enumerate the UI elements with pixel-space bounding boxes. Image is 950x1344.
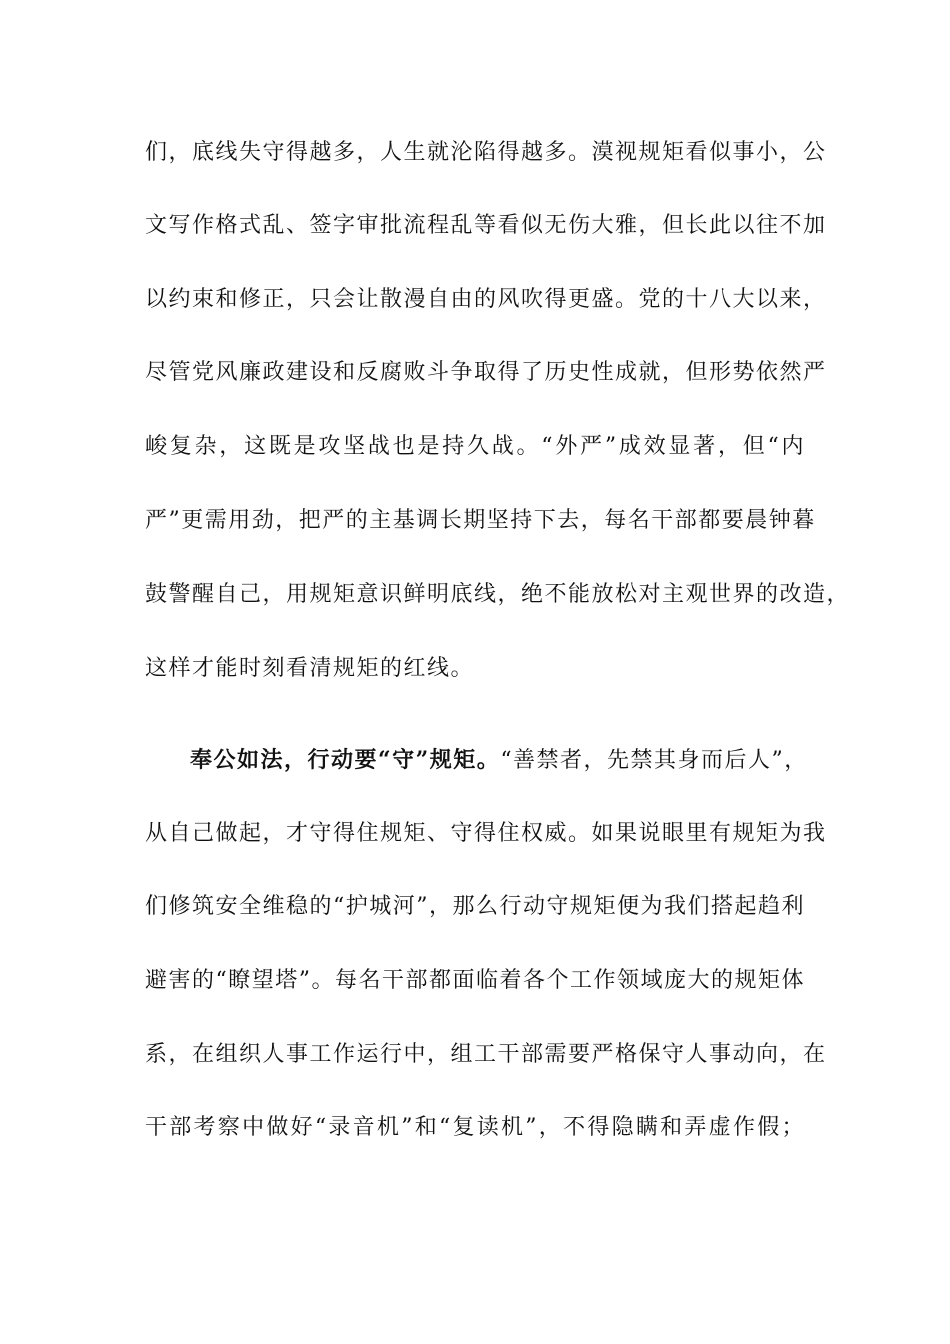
text-line: 系，在组织人事工作运行中，组工干部需要严格保守人事动向，在 <box>145 1042 827 1067</box>
text-line: 从自己做起，才守得住规矩、守得住权威。如果说眼里有规矩为我 <box>145 821 827 846</box>
text-line: 干部考察中做好“录音机”和“复读机”，不得隐瞒和弄虚作假； <box>145 1115 805 1140</box>
text-line: 们修筑安全维稳的“护城河”，那么行动守规矩便为我们搭起趋利 <box>145 894 805 919</box>
paragraph-first-line <box>190 745 808 775</box>
text-line: 们，底线失守得越多，人生就沦陷得越多。漠视规矩看似事小，公 <box>145 140 827 165</box>
text-line: 严”更需用劲，把严的主基调长期坚持下去，每名干部都要晨钟暮 <box>145 508 816 533</box>
text-line: 鼓警醒自己，用规矩意识鲜明底线，绝不能放松对主观世界的改造， <box>145 582 851 607</box>
text-line: 尽管党风廉政建设和反腐败斗争取得了历史性成就，但形势依然严 <box>145 360 827 385</box>
text-line: 这样才能时刻看清规矩的红线。 <box>145 656 475 681</box>
text-line: 避害的“瞭望塔”。每名干部都面临着各个工作领域庞大的规矩体 <box>145 968 805 993</box>
paragraph-first-line-text: “善禁者，先禁其身而后人”， <box>500 748 808 773</box>
text-line: 以约束和修正，只会让散漫自由的风吹得更盛。党的十八大以来， <box>145 287 827 312</box>
text-line: 文写作格式乱、签字审批流程乱等看似无伤大雅，但长此以往不加 <box>145 213 827 238</box>
paragraph-heading: 奉公如法，行动要“守”规矩。 <box>190 747 501 773</box>
text-line: 峻复杂，这既是攻坚战也是持久战。“外严”成效显著，但“内 <box>145 434 805 459</box>
